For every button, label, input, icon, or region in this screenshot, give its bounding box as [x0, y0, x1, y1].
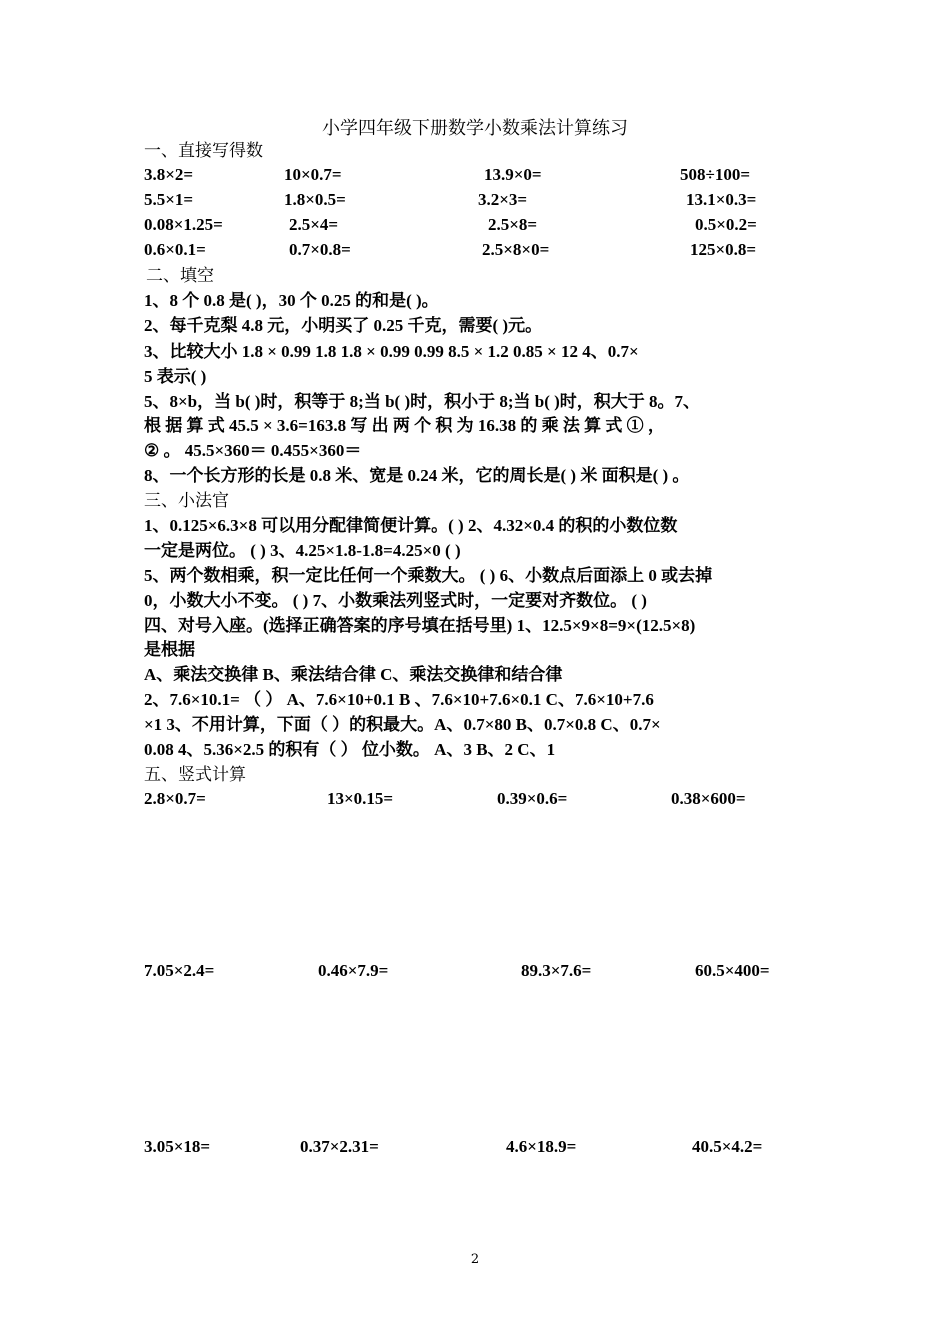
page-title: 小学四年级下册数学小数乘法计算练习	[322, 118, 628, 139]
oral-calc-item: 1.8×0.5=	[284, 190, 346, 209]
vertical-calc-item: 60.5×400=	[695, 961, 770, 980]
oral-calc-item: 10×0.7=	[284, 165, 342, 184]
oral-calc-item: 0.7×0.8=	[289, 240, 351, 259]
section2-heading: 二、填空	[146, 266, 214, 286]
oral-calc-item: 3.8×2=	[144, 165, 194, 184]
vertical-calc-item: 2.8×0.7=	[144, 789, 206, 808]
oral-calc-item: 508÷100=	[680, 165, 751, 184]
vertical-calc-item: 4.6×18.9=	[506, 1137, 577, 1156]
fill-blank-line: 1、8 个 0.8 是( )，30 个 0.25 的和是( )。	[144, 291, 439, 310]
fill-blank-line: 8、一个长方形的长是 0.8 米、宽是 0.24 米，它的周长是( ) 米 面积是( ) 。	[144, 466, 690, 485]
section3-heading: 三、小法官	[144, 491, 229, 511]
vertical-calc-item: 0.39×0.6=	[497, 789, 568, 808]
choice-line: 2、7.6×10.1= （ ） A、7.6×10+0.1 B 、7.6×10+7.6×0.1 C、7.6×10+7.6	[144, 690, 654, 709]
vertical-calc-item: 3.05×18=	[144, 1137, 211, 1156]
vertical-calc-item: 89.3×7.6=	[521, 961, 592, 980]
fill-blank-line: 根 据 算 式 45.5 × 3.6=163.8 写 出 两 个 积 为 16.38 的 乘 法 算 式 ① ，	[144, 416, 665, 435]
oral-calc-item: 125×0.8=	[690, 240, 757, 259]
true-false-line: 0，小数大小不变。 ( ) 7、小数乘法列竖式时，一定要对齐数位。 ( )	[144, 591, 647, 610]
true-false-line: 1、0.125×6.3×8 可以用分配律简便计算。( ) 2、4.32×0.4 的积的小数位数	[144, 516, 678, 535]
vertical-calc-item: 40.5×4.2=	[692, 1137, 763, 1156]
fill-blank-line: 5、8×b，当 b( )时，积等于 8;当 b( )时，积小于 8;当 b( )时，积大于 8。7、	[144, 392, 701, 411]
vertical-calc-item: 7.05×2.4=	[144, 961, 215, 980]
oral-calc-item: 2.5×4=	[289, 215, 339, 234]
fill-blank-line: 5 表示( )	[144, 367, 207, 386]
section5-heading: 五、竖式计算	[144, 765, 246, 785]
vertical-calc-item: 0.46×7.9=	[318, 961, 389, 980]
vertical-calc-item: 0.37×2.31=	[300, 1137, 379, 1156]
true-false-line: 一定是两位。 ( ) 3、4.25×1.8-1.8=4.25×0 ( )	[144, 541, 461, 560]
vertical-calc-item: 13×0.15=	[327, 789, 394, 808]
oral-calc-item: 0.08×1.25=	[144, 215, 223, 234]
page-number: 2	[470, 1252, 480, 1267]
section4-heading: 四、对号入座。(选择正确答案的序号填在括号里) 1、12.5×9×8=9×(12.5×8)	[144, 616, 696, 635]
choice-line: 是根据	[144, 640, 195, 659]
choice-line: A、乘法交换律 B、乘法结合律 C、乘法交换律和结合律	[144, 665, 563, 684]
fill-blank-line: ② 。 45.5×360＝ 0.455×360＝	[144, 441, 362, 460]
section1-heading: 一、直接写得数	[144, 141, 263, 161]
oral-calc-item: 0.6×0.1=	[144, 240, 206, 259]
fill-blank-line: 3、比较大小 1.8 × 0.99 1.8 1.8 × 0.99 0.99 8.5 × 1.2 0.85 × 12 4、0.7×	[144, 342, 639, 361]
oral-calc-item: 2.5×8=	[488, 215, 538, 234]
choice-line: 0.08 4、5.36×2.5 的积有（ ） 位小数。 A、3 B、2 C、1	[144, 740, 556, 759]
true-false-line: 5、两个数相乘，积一定比任何一个乘数大。 ( ) 6、小数点后面添上 0 或去掉	[144, 566, 713, 585]
oral-calc-item: 3.2×3=	[478, 190, 528, 209]
choice-line: ×1 3、不用计算，下面（ ）的积最大。A、0.7×80 B、0.7×0.8 C、0.7×	[144, 715, 661, 734]
oral-calc-item: 2.5×8×0=	[482, 240, 550, 259]
oral-calc-item: 13.9×0=	[484, 165, 542, 184]
vertical-calc-item: 0.38×600=	[671, 789, 746, 808]
oral-calc-item: 13.1×0.3=	[686, 190, 757, 209]
fill-blank-line: 2、每千克梨 4.8 元，小明买了 0.25 千克，需要( )元。	[144, 316, 543, 335]
oral-calc-item: 0.5×0.2=	[695, 215, 757, 234]
oral-calc-item: 5.5×1=	[144, 190, 194, 209]
